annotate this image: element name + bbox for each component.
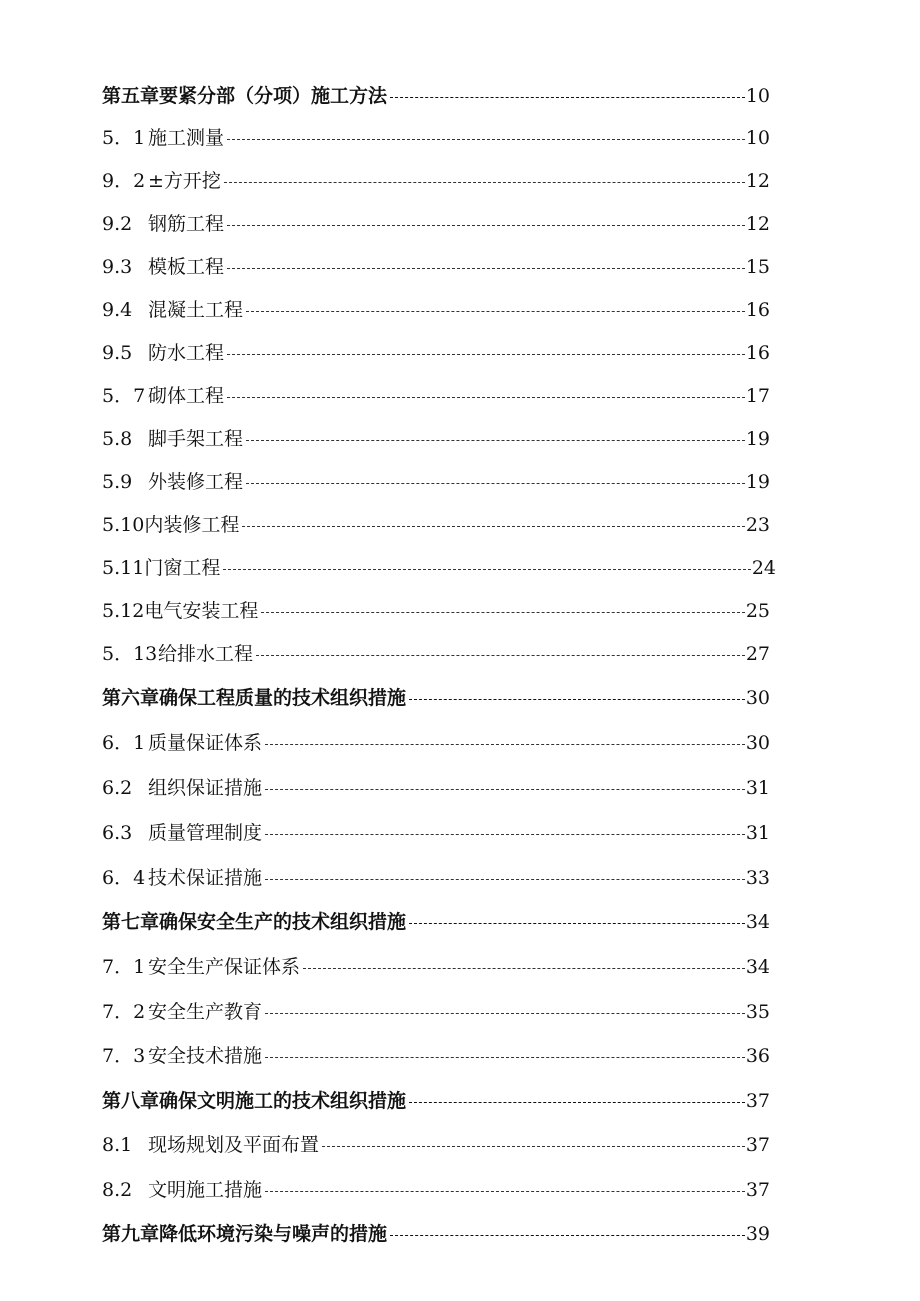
dot-leader: [265, 1057, 745, 1058]
dot-leader: [409, 1102, 745, 1103]
dot-leader: [227, 268, 745, 269]
dot-leader: [265, 834, 745, 835]
dot-leader: [322, 1146, 745, 1147]
toc-page-number: 19: [745, 428, 770, 450]
toc-number: 7．3: [102, 1045, 146, 1067]
toc-title: 施工测量: [148, 127, 225, 149]
toc-entry[interactable]: [102, 639, 770, 669]
toc-number: 5．7: [102, 385, 146, 407]
toc-title: 质量保证体系: [148, 732, 263, 754]
dot-leader: [223, 569, 750, 570]
toc-entry[interactable]: [102, 1130, 770, 1160]
toc-title: 组织保证措施: [148, 777, 263, 799]
toc-title: 混凝土工程: [148, 299, 244, 321]
toc-entry[interactable]: [102, 209, 770, 239]
toc-page-number: 24: [751, 557, 776, 579]
dot-leader: [256, 655, 745, 656]
toc-entry[interactable]: [102, 1175, 770, 1205]
toc-number: 8.1: [102, 1134, 133, 1156]
toc-page-number: 31: [745, 777, 770, 799]
toc-number: 6.3: [102, 822, 133, 844]
toc-number: 5.12: [102, 600, 145, 622]
toc-entry[interactable]: [102, 952, 770, 982]
toc-page-number: 12: [745, 213, 770, 235]
toc-number: 6.2: [102, 777, 133, 799]
toc-page-number: 34: [745, 911, 770, 933]
dot-leader: [261, 612, 744, 613]
toc-page-number: 15: [745, 256, 770, 278]
dot-leader: [265, 1013, 745, 1014]
toc-number: 5.11: [102, 557, 145, 579]
toc-chapter-7[interactable]: [102, 907, 770, 937]
dot-leader: [265, 1191, 745, 1192]
toc-chapter-9[interactable]: [102, 1219, 770, 1249]
toc-page-number: 19: [745, 471, 770, 493]
toc-number: 6．4: [102, 867, 146, 889]
dot-leader: [227, 225, 745, 226]
toc-page-number: 10: [745, 85, 770, 107]
toc-number: 6．1: [102, 732, 146, 754]
dot-leader: [227, 354, 745, 355]
dot-leader: [409, 699, 745, 700]
dot-leader: [409, 923, 745, 924]
toc-entry[interactable]: [102, 1041, 770, 1071]
toc-entry[interactable]: [102, 863, 770, 893]
toc-entry[interactable]: [102, 510, 770, 540]
dot-leader: [227, 397, 745, 398]
toc-title: 脚手架工程: [148, 428, 244, 450]
dot-leader: [265, 744, 745, 745]
toc-title: 电气安装工程: [144, 600, 259, 622]
toc-page-number: 37: [745, 1090, 770, 1112]
toc-entry[interactable]: [102, 424, 770, 454]
dot-leader: [390, 1235, 745, 1236]
dot-leader: [242, 526, 744, 527]
toc-number: 9.2: [102, 213, 133, 235]
toc-number: 5.9: [102, 471, 133, 493]
toc-title: 第六章确保工程质量的技术组织措施: [102, 687, 407, 709]
toc-entry[interactable]: [102, 252, 770, 282]
toc-page-number: 39: [745, 1223, 770, 1245]
toc-number: 5.10: [102, 514, 145, 536]
dot-leader: [224, 182, 745, 183]
dot-leader: [265, 879, 745, 880]
toc-page-number: 37: [745, 1179, 770, 1201]
toc-chapter-6[interactable]: [102, 683, 770, 713]
toc-number: 9．2: [102, 170, 146, 192]
dot-leader: [246, 311, 745, 312]
toc-number: 9.4: [102, 299, 133, 321]
toc-number: 9.3: [102, 256, 133, 278]
toc-entry[interactable]: [102, 381, 770, 411]
toc-title: 质量管理制度: [148, 822, 263, 844]
toc-page-number: 30: [745, 687, 770, 709]
toc-title: 第九章降低环境污染与噪声的措施: [102, 1223, 388, 1245]
toc-chapter-5[interactable]: [102, 81, 770, 111]
toc-title: 第七章确保安全生产的技术组织措施: [102, 911, 407, 933]
toc-entry[interactable]: [102, 553, 776, 583]
toc-page-number: 30: [745, 732, 770, 754]
toc-page-number: 16: [745, 342, 770, 364]
toc-page-number: 17: [745, 385, 770, 407]
toc-number: 8.2: [102, 1179, 133, 1201]
toc-title: 第八章确保文明施工的技术组织措施: [102, 1090, 407, 1112]
toc-entry[interactable]: [102, 338, 770, 368]
dot-leader: [246, 483, 745, 484]
toc-chapter-8[interactable]: [102, 1086, 770, 1116]
toc-title: 第五章要紧分部（分项）施工方法: [102, 85, 388, 107]
toc-entry[interactable]: [102, 123, 770, 153]
toc-title: 内装修工程: [144, 514, 240, 536]
toc-page-number: 27: [745, 643, 770, 665]
toc-title: 给排水工程: [158, 643, 254, 665]
toc-title: 砌体工程: [148, 385, 225, 407]
toc-page-number: 23: [745, 514, 770, 536]
toc-page-number: 35: [745, 1001, 770, 1023]
dot-leader: [390, 97, 745, 98]
toc-entry[interactable]: [102, 773, 770, 803]
toc-title: 安全生产教育: [148, 1001, 263, 1023]
toc-title: 安全技术措施: [148, 1045, 263, 1067]
toc-page-number: 36: [745, 1045, 770, 1067]
toc-entry[interactable]: [102, 295, 770, 325]
toc-number: 7．2: [102, 1001, 146, 1023]
toc-title: 门窗工程: [144, 557, 221, 579]
dot-leader: [246, 440, 745, 441]
toc-title: 防水工程: [148, 342, 225, 364]
toc-number: 9.5: [102, 342, 133, 364]
toc-title: 安全生产保证体系: [148, 956, 301, 978]
toc-number: 7．1: [102, 956, 146, 978]
toc-entry[interactable]: [102, 467, 770, 497]
toc-page-number: 10: [745, 127, 770, 149]
toc-page-number: 25: [745, 600, 770, 622]
toc-title: 钢筋工程: [148, 213, 225, 235]
dot-leader: [303, 968, 745, 969]
toc-title: 现场规划及平面布置: [148, 1134, 320, 1156]
toc-entry[interactable]: [102, 728, 770, 758]
toc-title: 外装修工程: [148, 471, 244, 493]
toc-page-number: 16: [745, 299, 770, 321]
toc-title: 文明施工措施: [148, 1179, 263, 1201]
toc-page-number: 34: [745, 956, 770, 978]
toc-entry[interactable]: [102, 997, 770, 1027]
toc-page-number: 33: [745, 867, 770, 889]
toc-page-number: 12: [745, 170, 770, 192]
toc-number: 5．13: [102, 643, 158, 665]
toc-entry[interactable]: [102, 166, 770, 196]
toc-number: 5．1: [102, 127, 146, 149]
toc-page-number: 31: [745, 822, 770, 844]
toc-entry[interactable]: [102, 596, 770, 626]
toc-entry[interactable]: [102, 818, 770, 848]
toc-page-number: 37: [745, 1134, 770, 1156]
dot-leader: [227, 139, 745, 140]
toc-title: 技术保证措施: [148, 867, 263, 889]
toc-title: 模板工程: [148, 256, 225, 278]
dot-leader: [265, 789, 745, 790]
toc-title: ±方开挖: [148, 170, 221, 192]
toc-number: 5.8: [102, 428, 133, 450]
